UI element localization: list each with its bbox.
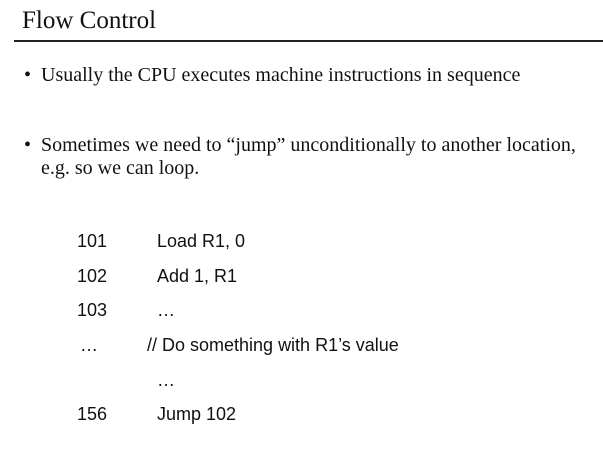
bullet-point: [24, 134, 584, 180]
code-address: 103: [77, 300, 108, 320]
bullet-text: Usually the CPU executes machine instructions in sequence: [41, 64, 521, 86]
bullet-point: [24, 64, 603, 87]
code-instruction: …: [157, 370, 175, 390]
bullet-symbol: •: [24, 134, 32, 156]
title-divider: [14, 40, 603, 42]
slide-title: Flow Control: [22, 7, 157, 34]
code-instruction: Load R1, 0: [157, 231, 246, 251]
code-address: …: [80, 335, 98, 355]
code-instruction: …: [157, 300, 175, 320]
code-address: 101: [77, 231, 108, 251]
bullet-text: Sometimes we need to “jump” unconditionally to another location, e.g. so we can loop.: [41, 134, 576, 179]
code-address: 156: [77, 404, 108, 424]
code-comment: // Do something with R1’s value: [147, 335, 399, 355]
bullet-symbol: •: [24, 64, 32, 86]
code-instruction: Jump 102: [157, 404, 237, 424]
code-address: 102: [77, 266, 108, 286]
code-instruction: Add 1, R1: [157, 266, 238, 286]
